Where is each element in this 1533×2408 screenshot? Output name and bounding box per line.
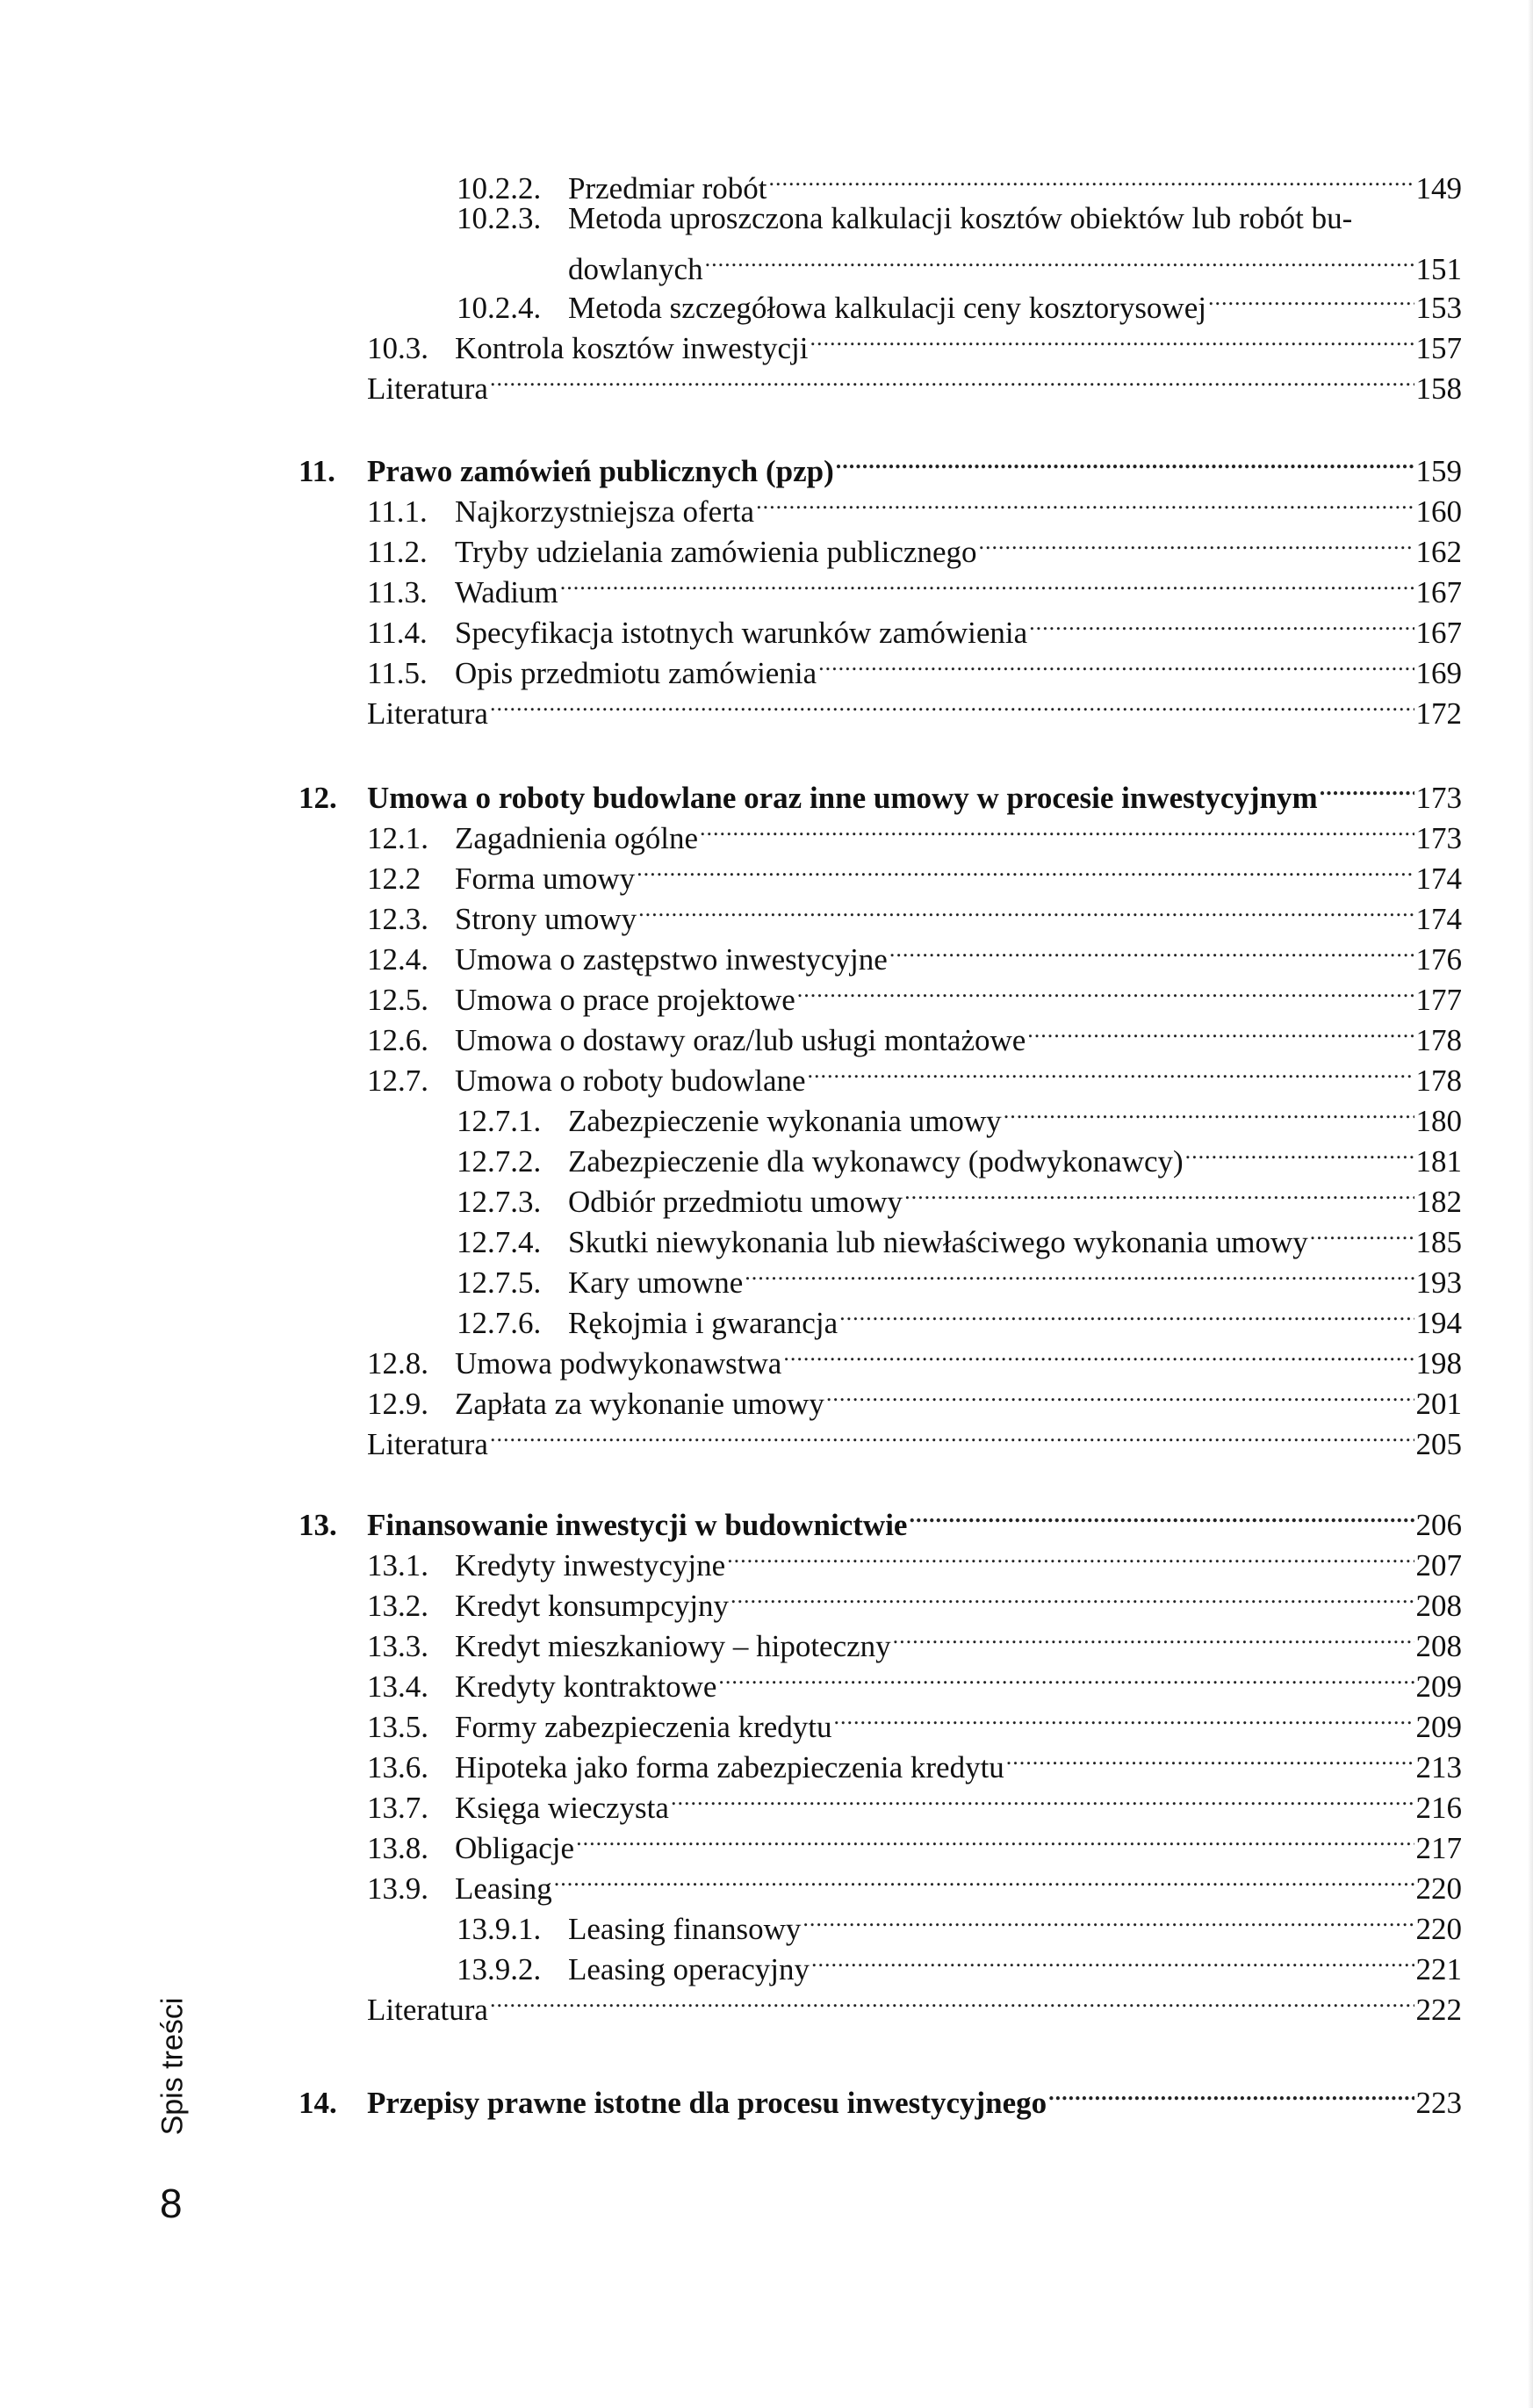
entry-title: Księga wieczysta [455,1791,669,1825]
dot-leader [893,1616,1414,1656]
entry-number: 13.5. [367,1710,428,1744]
entry-title-continuation: dowlanych [568,252,703,286]
toc-chapter-14[interactable] [299,2073,1462,2120]
entry-title: Rękojmia i gwarancja [568,1306,838,1340]
toc-entry-12-7-6[interactable] [457,1293,1462,1340]
dot-leader [810,318,1414,358]
toc-entry-11-4[interactable] [367,602,1462,650]
toc-entry-12-7-5[interactable] [457,1252,1462,1300]
toc-entry-11-3[interactable] [367,562,1462,609]
entry-page: 151 [1415,252,1462,286]
entry-page: 178 [1415,1063,1462,1098]
toc-entry-12-9[interactable] [367,1373,1462,1421]
entry-title: Zabezpieczenie wykonania umowy [568,1104,1002,1138]
entry-page: 174 [1415,862,1462,896]
toc-entry-12-8[interactable] [367,1333,1462,1381]
dot-leader [1004,1091,1414,1131]
toc-entry-12-7-4[interactable] [457,1212,1462,1259]
toc-entry-13-9-1[interactable] [457,1899,1462,1946]
entry-number: 13.9.2. [457,1952,542,1986]
entry-page: 153 [1415,291,1462,325]
dot-leader [576,1818,1414,1858]
toc-entry-13-2[interactable] [367,1575,1462,1623]
toc-entry-10-2-2[interactable] [457,158,1462,205]
toc-entry-12-7-1[interactable] [457,1091,1462,1138]
entry-title: Specyfikacja istotnych warunków zamówienia [455,616,1028,650]
entry-title: Metoda uproszczona kalkulacji kosztów obiektów lub robót bu- [568,201,1353,235]
entry-page: 217 [1415,1831,1462,1865]
dot-leader [1029,602,1414,643]
entry-title: Metoda szczegółowa kalkulacji ceny kosztorysowej [568,291,1206,325]
dot-leader [560,562,1414,602]
entry-number: 11.1. [367,494,428,529]
entry-page: 181 [1415,1144,1462,1179]
entry-page: 173 [1415,781,1462,815]
toc-entry-13-4[interactable] [367,1656,1462,1704]
dot-leader [756,481,1414,522]
entry-title: Umowa o dostawy oraz/lub usługi montażowe [455,1023,1026,1057]
entry-title: Tryby udzielania zamówienia publicznego [455,535,977,569]
entry-number: 12.6. [367,1023,428,1057]
entry-number: 12.7.3. [457,1185,542,1219]
page-number: 8 [160,2181,183,2226]
entry-title: Kredyty inwestycyjne [455,1548,726,1583]
entry-page: 162 [1415,535,1462,569]
entry-title: Wadium [455,575,558,609]
entry-number: 13.2. [367,1589,428,1623]
toc-entry-13-9-2[interactable] [457,1939,1462,1986]
entry-number: 10.3. [367,331,428,365]
entry-page: 160 [1415,494,1462,529]
entry-number: 11.4. [367,616,428,650]
entry-title: Leasing [455,1871,552,1906]
toc-entry-13-literatura[interactable] [367,1979,1462,2027]
entry-title: Umowa o roboty budowlane [455,1063,806,1098]
chapter-number: 11. [299,454,335,488]
entry-page: 169 [1415,656,1462,690]
toc-chapter-12[interactable] [299,768,1462,815]
entry-page: 198 [1415,1346,1462,1381]
dot-leader [554,1858,1414,1899]
dot-leader [802,1899,1414,1939]
dot-leader [783,1333,1414,1373]
dot-leader [638,889,1414,929]
entry-number: 11.3. [367,575,428,609]
entry-number: 11.2. [367,535,428,569]
chapter-title: Umowa o roboty budowlane oraz inne umowy w procesie inwestycyjnym [367,781,1318,815]
chapter-title: Finansowanie inwestycji w budownictwie [367,1508,908,1542]
toc-entry-13-1[interactable] [367,1535,1462,1583]
entry-number: 13.9. [367,1871,428,1906]
entry-title: Literatura [367,1993,488,2027]
entry-page: 167 [1415,575,1462,609]
entry-number: 12.7.1. [457,1104,542,1138]
toc-entry-13-7[interactable] [367,1777,1462,1825]
entry-title: Kontrola kosztów inwestycji [455,331,809,365]
entry-title: Zapłata za wykonanie umowy [455,1387,824,1421]
entry-title: Forma umowy [455,862,636,896]
dot-leader [834,1697,1414,1737]
dot-leader [811,1939,1414,1979]
entry-page: 223 [1415,2086,1462,2120]
toc-entry-12-3[interactable] [367,889,1462,936]
dot-leader [731,1575,1414,1616]
entry-title: Literatura [367,696,488,731]
toc-entry-12-1[interactable] [367,808,1462,855]
entry-number: 12.2 [367,862,421,896]
entry-title: Kredyt mieszkaniowy – hipoteczny [455,1629,891,1663]
entry-title: Przedmiar robót [568,171,767,205]
toc-entry-12-4[interactable] [367,929,1462,977]
toc-entry-13-6[interactable] [367,1737,1462,1784]
entry-number: 12.1. [367,821,428,855]
toc-entry-12-literatura[interactable] [367,1414,1462,1461]
entry-page: 216 [1415,1791,1462,1825]
toc-entry-12-7-3[interactable] [457,1172,1462,1219]
dot-leader [909,1495,1414,1535]
chapter-number: 12. [299,781,337,815]
entry-number: 10.2.4. [457,291,542,325]
entry-number: 13.6. [367,1750,428,1784]
entry-title: Leasing finansowy [568,1912,802,1946]
entry-title: Obligacje [455,1831,575,1865]
dot-leader [727,1535,1414,1575]
entry-number: 12.7. [367,1063,428,1098]
entry-number: 12.5. [367,983,428,1017]
chapter-title: Przepisy prawne istotne dla procesu inwestycyjnego [367,2086,1047,2120]
entry-title: Kredyty kontraktowe [455,1669,717,1704]
entry-number: 13.9.1. [457,1912,542,1946]
entry-page: 178 [1415,1023,1462,1057]
entry-page: 182 [1415,1185,1462,1219]
entry-title: Umowa o prace projektowe [455,983,795,1017]
entry-page: 173 [1415,821,1462,855]
dot-leader [490,358,1414,399]
entry-title: Umowa o zastępstwo inwestycyjne [455,942,888,977]
entry-page: 220 [1415,1871,1462,1906]
entry-page: 201 [1415,1387,1462,1421]
entry-page: 159 [1415,454,1462,488]
toc-entry-10-literatura[interactable] [367,358,1462,406]
dot-leader [1006,1737,1414,1777]
toc-entry-12-7[interactable] [367,1050,1462,1098]
dot-leader [1208,278,1414,318]
entry-page: 205 [1415,1427,1462,1461]
chapter-title: Prawo zamówień publicznych (pzp) [367,454,834,488]
section-label-text: Spis treści [155,1997,190,2136]
entry-number: 10.2.3. [457,201,542,235]
entry-page: 158 [1415,371,1462,406]
entry-number: 13.3. [367,1629,428,1663]
dot-leader [745,1252,1414,1293]
entry-page: 176 [1415,942,1462,977]
dot-leader [836,441,1414,481]
entry-page: 208 [1415,1629,1462,1663]
dot-leader [705,239,1414,279]
entry-number: 12.7.4. [457,1225,542,1259]
dot-leader [1048,2073,1414,2113]
entry-page: 213 [1415,1750,1462,1784]
entry-number: 13.1. [367,1548,428,1583]
dot-leader [671,1777,1414,1818]
entry-page: 174 [1415,902,1462,936]
entry-page: 209 [1415,1710,1462,1744]
entry-title: Literatura [367,371,488,406]
dot-leader [826,1373,1414,1414]
entry-page: 172 [1415,696,1462,731]
entry-title: Zabezpieczenie dla wykonawcy (podwykonawcy) [568,1144,1184,1179]
toc-entry-13-5[interactable] [367,1697,1462,1744]
entry-number: 12.3. [367,902,428,936]
dot-leader [490,1979,1414,2020]
toc-entry-11-literatura[interactable] [367,683,1462,731]
entry-number: 12.9. [367,1387,428,1421]
running-section-label [155,1997,190,2136]
entry-page: 149 [1415,171,1462,205]
entry-page: 157 [1415,331,1462,365]
entry-number: 12.7.5. [457,1265,542,1300]
toc-chapter-11[interactable] [299,441,1462,488]
toc-entry-12-6[interactable] [367,1010,1462,1057]
entry-page: 194 [1415,1306,1462,1340]
entry-page: 193 [1415,1265,1462,1300]
entry-page: 177 [1415,983,1462,1017]
toc-entry-12-7-2[interactable] [457,1131,1462,1179]
entry-page: 180 [1415,1104,1462,1138]
dot-leader [839,1293,1414,1333]
entry-number: 13.4. [367,1669,428,1704]
entry-page: 208 [1415,1589,1462,1623]
toc-entry-11-1[interactable] [367,481,1462,529]
entry-title: Leasing operacyjny [568,1952,810,1986]
dot-leader [797,970,1414,1010]
entry-page: 220 [1415,1912,1462,1946]
toc-chapter-13[interactable] [299,1495,1462,1542]
entry-title: Kredyt konsumpcyjny [455,1589,730,1623]
entry-number: 11.5. [367,656,428,690]
toc-entry-13-8[interactable] [367,1818,1462,1865]
dot-leader [1027,1010,1414,1050]
toc-entry-12-2[interactable] [367,848,1462,896]
dot-leader [1310,1212,1414,1252]
toc-entry-10-2-3[interactable] [457,198,1462,239]
dot-leader [637,848,1414,889]
dot-leader [889,929,1414,970]
toc-entry-12-5[interactable] [367,970,1462,1017]
chapter-number: 13. [299,1508,337,1542]
entry-title: Najkorzystniejsza oferta [455,494,755,529]
entry-number: 12.8. [367,1346,428,1381]
entry-title: Zagadnienia ogólne [455,821,698,855]
dot-leader [490,683,1414,724]
dot-leader [904,1172,1414,1212]
dot-leader [718,1656,1414,1697]
entry-page: 206 [1415,1508,1462,1542]
dot-leader [818,643,1414,683]
dot-leader [979,522,1414,562]
toc-entry-10-2-3-continuation[interactable] [457,239,1462,286]
entry-title: Umowa podwykonawstwa [455,1346,782,1381]
entry-title: Hipoteka jako forma zabezpieczenia kredytu [455,1750,1004,1784]
entry-page: 222 [1415,1993,1462,2027]
toc-entry-13-9[interactable] [367,1858,1462,1906]
dot-leader [490,1414,1414,1454]
entry-title: Strony umowy [455,902,637,936]
entry-number: 12.4. [367,942,428,977]
entry-title: Odbiór przedmiotu umowy [568,1185,903,1219]
entry-title: Literatura [367,1427,488,1461]
entry-title: Skutki niewykonania lub niewłaściwego wykonania umowy [568,1225,1308,1259]
entry-number: 12.7.2. [457,1144,542,1179]
entry-number: 13.7. [367,1791,428,1825]
toc-entry-11-5[interactable] [367,643,1462,690]
entry-number: 12.7.6. [457,1306,542,1340]
entry-page: 221 [1415,1952,1462,1986]
dot-leader [1320,768,1414,808]
chapter-number: 14. [299,2086,337,2120]
entry-page: 207 [1415,1548,1462,1583]
entry-number: 13.8. [367,1831,428,1865]
toc-entry-10-2-4[interactable] [457,278,1462,325]
toc-entry-11-2[interactable] [367,522,1462,569]
dot-leader [700,808,1414,848]
dot-leader [1185,1131,1414,1172]
entry-page: 167 [1415,616,1462,650]
toc-entry-10-3[interactable] [367,318,1462,365]
entry-page: 185 [1415,1225,1462,1259]
entry-title: Opis przedmiotu zamówienia [455,656,817,690]
entry-title: Kary umowne [568,1265,744,1300]
entry-page: 209 [1415,1669,1462,1704]
entry-number: 10.2.2. [457,171,542,205]
dot-leader [768,158,1414,198]
dot-leader [808,1050,1414,1091]
toc-entry-13-3[interactable] [367,1616,1462,1663]
entry-title: Formy zabezpieczenia kredytu [455,1710,832,1744]
